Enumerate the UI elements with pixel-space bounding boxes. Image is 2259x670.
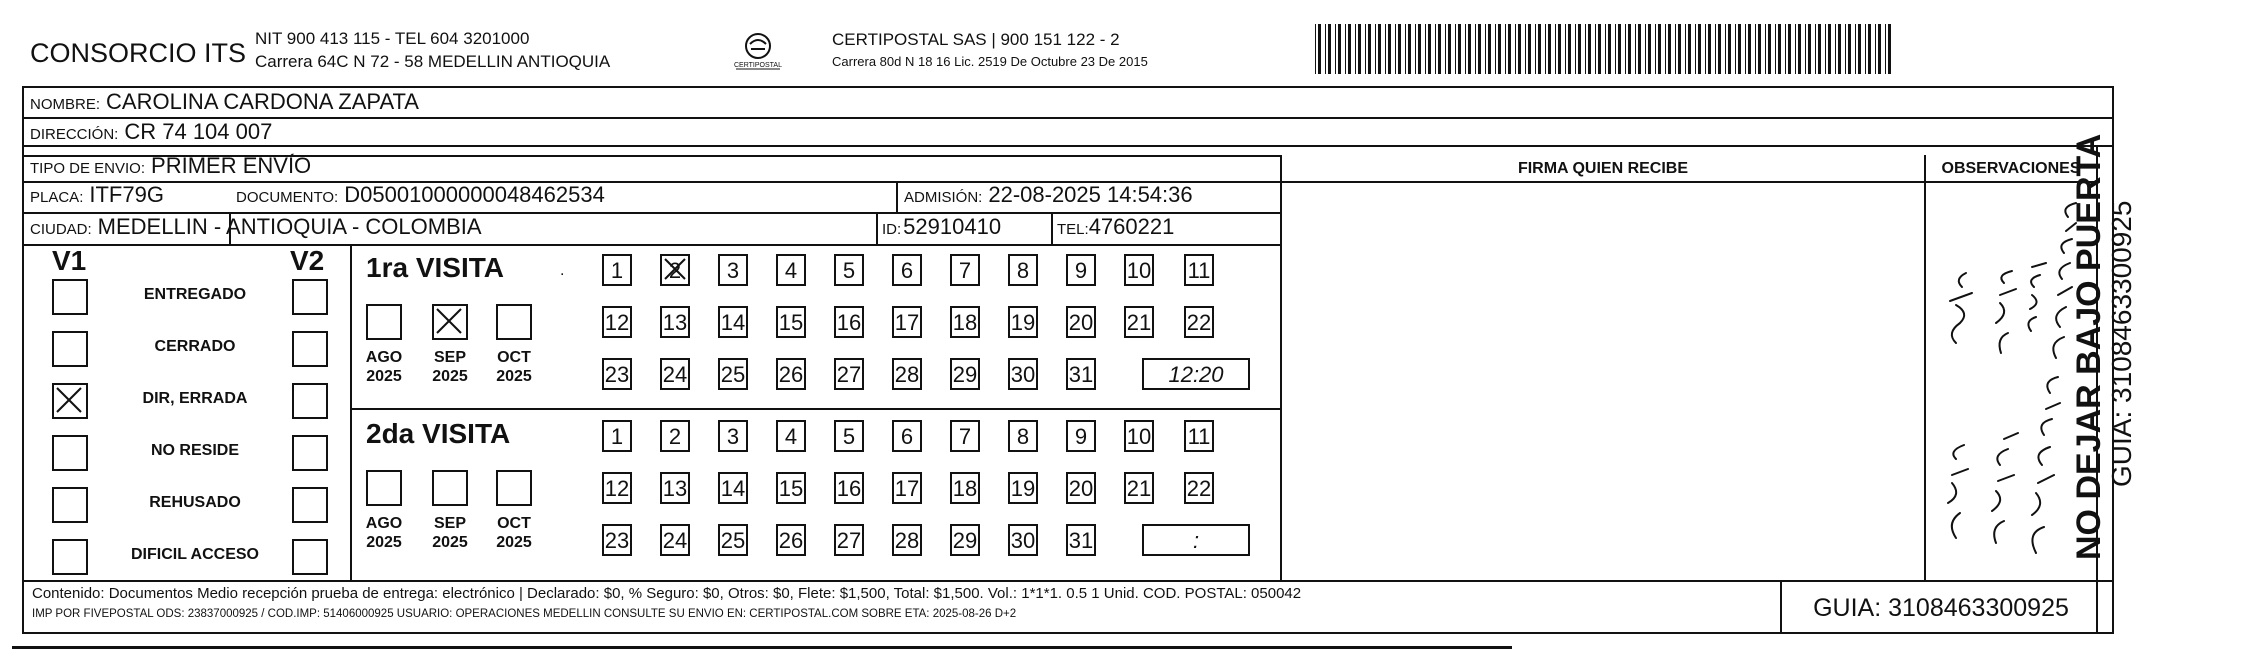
visit2-day-box[interactable]: 29 bbox=[950, 524, 980, 556]
barcode-bar bbox=[1528, 24, 1531, 74]
visit2-month-checkbox[interactable] bbox=[366, 470, 402, 506]
visit1-day-box[interactable]: 16 bbox=[834, 306, 864, 338]
barcode-bar bbox=[1415, 24, 1416, 74]
visit2-month-label bbox=[356, 514, 412, 552]
v2-label: V2 bbox=[290, 245, 325, 276]
placa-field bbox=[30, 182, 164, 208]
barcode-bar bbox=[1785, 24, 1786, 74]
barcode-bar bbox=[1475, 24, 1476, 74]
visit1-day-box[interactable]: 26 bbox=[776, 358, 806, 390]
barcode-bar bbox=[1518, 24, 1521, 74]
visit1-day-box[interactable]: 29 bbox=[950, 358, 980, 390]
visit1-title: 1ra VISITA bbox=[366, 252, 504, 283]
visit2-day-box[interactable]: 12 bbox=[602, 472, 632, 504]
visit2-month-label bbox=[486, 514, 542, 552]
barcode-bar bbox=[1568, 24, 1571, 74]
v2-checkbox[interactable] bbox=[292, 539, 328, 575]
barcode-bar bbox=[1485, 24, 1486, 74]
visit2-day-box[interactable]: 10 bbox=[1124, 420, 1154, 452]
visit2-day-box[interactable]: 14 bbox=[718, 472, 748, 504]
visit2-day-box[interactable]: 21 bbox=[1124, 472, 1154, 504]
ciudad-label: CIUDAD: bbox=[30, 221, 92, 238]
barcode-bar bbox=[1455, 24, 1456, 74]
barcode-bar bbox=[1325, 24, 1326, 74]
documento-value: D05001000000048462534 bbox=[344, 182, 605, 207]
visit2-title: 2da VISITA bbox=[366, 418, 511, 449]
barcode-bar bbox=[1668, 24, 1671, 74]
no-dejar-notice: NO DEJAR BAJO PUERTA bbox=[2070, 133, 2108, 560]
direccion-field bbox=[30, 119, 272, 145]
tipo-envio-value: PRIMER ENVÍO bbox=[151, 153, 312, 178]
barcode-bar bbox=[1708, 24, 1711, 74]
visit1-day-box[interactable]: 12 bbox=[602, 306, 632, 338]
barcode-bar bbox=[1805, 24, 1806, 74]
barcode-bar bbox=[1565, 24, 1566, 74]
barcode-bar bbox=[1628, 24, 1631, 74]
barcode-bar bbox=[1548, 24, 1551, 74]
barcode-bar bbox=[1878, 24, 1881, 74]
barcode-bar bbox=[1838, 24, 1841, 74]
visit1-day-box[interactable]: 17 bbox=[892, 306, 922, 338]
v1-checkbox[interactable] bbox=[52, 383, 88, 419]
visit2-day-box[interactable]: 3 bbox=[718, 420, 748, 452]
month-name: SEP bbox=[433, 349, 466, 366]
barcode-bar bbox=[1608, 24, 1611, 74]
barcode-bar bbox=[1495, 24, 1496, 74]
month-year: 2025 bbox=[366, 368, 402, 385]
barcode-bar bbox=[1405, 24, 1406, 74]
status-label: CERRADO bbox=[154, 338, 236, 355]
barcode-bar bbox=[1385, 24, 1386, 74]
footer-guia: GUIA: 3108463300925 bbox=[1813, 594, 2069, 622]
visit1-day-box[interactable]: 1 bbox=[602, 254, 632, 286]
barcode-bar bbox=[1695, 24, 1696, 74]
barcode-bar bbox=[1315, 24, 1316, 74]
barcode-bar bbox=[1345, 24, 1346, 74]
barcode-bar bbox=[1675, 24, 1676, 74]
ciudad-value: MEDELLIN - ANTIOQUIA - COLOMBIA bbox=[97, 214, 482, 239]
barcode-bar bbox=[1398, 24, 1401, 74]
barcode-bar bbox=[1545, 24, 1546, 74]
visit1-day-box[interactable]: 11 bbox=[1184, 254, 1214, 286]
placa-label: PLACA: bbox=[30, 189, 84, 206]
barcode-bar bbox=[1358, 24, 1361, 74]
barcode-bar bbox=[1828, 24, 1831, 74]
month-year: 2025 bbox=[432, 534, 468, 551]
barcode-bar bbox=[1448, 24, 1451, 74]
v2-checkbox[interactable] bbox=[292, 279, 328, 315]
visit1-month-label bbox=[422, 348, 478, 386]
barcode-bar bbox=[1648, 24, 1651, 74]
admision-field bbox=[904, 182, 1193, 208]
barcode-bar bbox=[1885, 24, 1886, 74]
visit1-dot: . bbox=[560, 262, 565, 279]
month-year: 2025 bbox=[496, 368, 532, 385]
barcode-bar bbox=[1705, 24, 1706, 74]
barcode-bar bbox=[1815, 24, 1816, 74]
barcode-bar bbox=[1585, 24, 1586, 74]
v1-checkbox[interactable] bbox=[52, 539, 88, 575]
status-label: ENTREGADO bbox=[143, 286, 247, 303]
barcode-bar bbox=[1615, 24, 1616, 74]
barcode-bar bbox=[1488, 24, 1491, 74]
barcode-bar bbox=[1655, 24, 1656, 74]
status-label: DIR, ERRADA bbox=[142, 390, 248, 407]
barcode-bar bbox=[1658, 24, 1661, 74]
visit2-day-box[interactable]: 2 bbox=[660, 420, 690, 452]
visit1-day-box[interactable]: 7 bbox=[950, 254, 980, 286]
barcode-bar bbox=[1635, 24, 1636, 74]
nit-line: NIT 900 413 115 - TEL 604 3201000 bbox=[255, 29, 530, 48]
logo-text: CERTIPOSTAL bbox=[734, 62, 782, 69]
barcode-bar bbox=[1465, 24, 1466, 74]
id-label: ID: bbox=[882, 221, 902, 238]
month-year: 2025 bbox=[432, 368, 468, 385]
visit1-day-box[interactable]: 31 bbox=[1066, 358, 1096, 390]
barcode-bar bbox=[1698, 24, 1701, 74]
status-label: DIFICIL ACCESO bbox=[130, 546, 259, 563]
visit2-day-box[interactable]: 24 bbox=[660, 524, 690, 556]
visit1-day-box[interactable]: 30 bbox=[1008, 358, 1038, 390]
barcode-bar bbox=[1618, 24, 1621, 74]
barcode-bar bbox=[1378, 24, 1381, 74]
visit2-day-box[interactable]: 11 bbox=[1184, 420, 1214, 452]
barcode-bar bbox=[1375, 24, 1376, 74]
barcode-bar bbox=[1795, 24, 1796, 74]
visit2-day-box[interactable]: 1 bbox=[602, 420, 632, 452]
barcode-bar bbox=[1888, 24, 1891, 74]
barcode-bar bbox=[1318, 24, 1321, 74]
visit2-day-box[interactable]: 4 bbox=[776, 420, 806, 452]
nombre-label: NOMBRE: bbox=[30, 96, 101, 113]
visit2-day-box[interactable]: 23 bbox=[602, 524, 632, 556]
barcode-bar bbox=[1595, 24, 1596, 74]
barcode-bar bbox=[1498, 24, 1501, 74]
barcode-bar bbox=[1505, 24, 1506, 74]
visit2-day-box[interactable]: 27 bbox=[834, 524, 864, 556]
tel-field bbox=[1057, 214, 1174, 240]
barcode-bar bbox=[1755, 24, 1756, 74]
barcode-bar bbox=[1638, 24, 1641, 74]
month-name: AGO bbox=[365, 349, 403, 366]
barcode-bar bbox=[1598, 24, 1601, 74]
visit1-month-checkbox[interactable] bbox=[496, 304, 532, 340]
signature-area[interactable] bbox=[1282, 183, 1924, 578]
firma-header: FIRMA QUIEN RECIBE bbox=[1517, 160, 1689, 177]
barcode-bar bbox=[1788, 24, 1791, 74]
v2-checkbox[interactable] bbox=[292, 487, 328, 523]
nombre-value: CAROLINA CARDONA ZAPATA bbox=[106, 89, 419, 114]
visit2-month-checkbox[interactable] bbox=[496, 470, 532, 506]
visit1-day-box[interactable]: 13 bbox=[660, 306, 690, 338]
status-label: NO RESIDE bbox=[150, 442, 239, 459]
barcode-bar bbox=[1678, 24, 1681, 74]
visit2-day-box[interactable]: 28 bbox=[892, 524, 922, 556]
tipo-envio-field bbox=[30, 153, 311, 179]
tel-value: 4760221 bbox=[1088, 214, 1175, 239]
visit2-day-box[interactable]: 7 bbox=[950, 420, 980, 452]
barcode-bar bbox=[1845, 24, 1846, 74]
barcode-bar bbox=[1868, 24, 1871, 74]
ciudad-field bbox=[30, 214, 482, 240]
barcode-bar bbox=[1605, 24, 1606, 74]
barcode-bar bbox=[1558, 24, 1561, 74]
barcode-bar bbox=[1468, 24, 1471, 74]
nombre-field bbox=[30, 89, 419, 115]
visit1-day-box[interactable]: 8 bbox=[1008, 254, 1038, 286]
visit2-day-box[interactable]: 13 bbox=[660, 472, 690, 504]
month-name: SEP bbox=[433, 515, 466, 532]
barcode-icon bbox=[1315, 24, 1895, 74]
barcode-bar bbox=[1728, 24, 1731, 74]
barcode-bar bbox=[1848, 24, 1851, 74]
tipo-envio-label: TIPO DE ENVIO: bbox=[30, 160, 146, 177]
barcode-bar bbox=[1715, 24, 1716, 74]
barcode-bar bbox=[1445, 24, 1446, 74]
visit2-day-box[interactable]: 8 bbox=[1008, 420, 1038, 452]
visit2-day-box[interactable]: 19 bbox=[1008, 472, 1038, 504]
barcode-bar bbox=[1395, 24, 1396, 74]
visit1-day-box[interactable]: 22 bbox=[1184, 306, 1214, 338]
visit2-day-box[interactable]: 6 bbox=[892, 420, 922, 452]
visit2-day-box[interactable]: 16 bbox=[834, 472, 864, 504]
barcode-bar bbox=[1588, 24, 1591, 74]
footer-imp: IMP POR FIVEPOSTAL ODS: 23837000925 / COD.IMP: 51406000925 USUARIO: OPERACIONES MEDELLIN CONSULTE SU ENVIO EN: CERTIPOSTAL.COM SOBRE ETA: 2025-08-26 D+2 bbox=[32, 608, 1017, 620]
barcode-bar bbox=[1365, 24, 1366, 74]
barcode-bar bbox=[1725, 24, 1726, 74]
visit1-day-box[interactable]: 24 bbox=[660, 358, 690, 390]
barcode-bar bbox=[1875, 24, 1876, 74]
v2-checkbox[interactable] bbox=[292, 331, 328, 367]
barcode-bar bbox=[1478, 24, 1481, 74]
placa-value: ITF79G bbox=[89, 182, 164, 207]
visit1-day-box[interactable]: 15 bbox=[776, 306, 806, 338]
visit2-day-box[interactable]: 15 bbox=[776, 472, 806, 504]
barcode-bar bbox=[1388, 24, 1391, 74]
observaciones-header: OBSERVACIONES bbox=[1941, 160, 2081, 177]
v1-checkbox[interactable] bbox=[52, 487, 88, 523]
barcode-bar bbox=[1458, 24, 1461, 74]
visit1-day-box[interactable]: 14 bbox=[718, 306, 748, 338]
barcode-bar bbox=[1368, 24, 1371, 74]
tel-label: TEL: bbox=[1057, 221, 1089, 238]
barcode-bar bbox=[1738, 24, 1741, 74]
visit1-time-box[interactable]: 12:20 bbox=[1142, 358, 1250, 390]
visit2-month-label bbox=[422, 514, 478, 552]
barcode-bar bbox=[1328, 24, 1331, 74]
barcode-bar bbox=[1348, 24, 1351, 74]
v2-checkbox[interactable] bbox=[292, 383, 328, 419]
visit1-day-box[interactable]: 28 bbox=[892, 358, 922, 390]
barcode-bar bbox=[1798, 24, 1801, 74]
barcode-bar bbox=[1525, 24, 1526, 74]
visit1-month-checkbox[interactable] bbox=[366, 304, 402, 340]
barcode-bar bbox=[1515, 24, 1516, 74]
month-year: 2025 bbox=[366, 534, 402, 551]
barcode-bar bbox=[1578, 24, 1581, 74]
direccion-label: DIRECCIÓN: bbox=[30, 126, 119, 143]
visit2-day-box[interactable]: 5 bbox=[834, 420, 864, 452]
barcode-bar bbox=[1855, 24, 1856, 74]
visit1-day-box[interactable]: 6 bbox=[892, 254, 922, 286]
barcode-bar bbox=[1625, 24, 1626, 74]
barcode-bar bbox=[1808, 24, 1811, 74]
barcode-bar bbox=[1538, 24, 1541, 74]
barcode-bar bbox=[1645, 24, 1646, 74]
barcode-bar bbox=[1435, 24, 1436, 74]
v2-checkbox[interactable] bbox=[292, 435, 328, 471]
side-guia: GUIA: 3108463300925 bbox=[2106, 200, 2137, 487]
visit2-day-box[interactable]: 9 bbox=[1066, 420, 1096, 452]
barcode-bar bbox=[1438, 24, 1441, 74]
barcode-bar bbox=[1765, 24, 1766, 74]
visit1-day-box[interactable]: 4 bbox=[776, 254, 806, 286]
v1-checkbox[interactable] bbox=[52, 331, 88, 367]
visit1-month-label bbox=[486, 348, 542, 386]
barcode-bar bbox=[1575, 24, 1576, 74]
barcode-bar bbox=[1778, 24, 1781, 74]
barcode-bar bbox=[1335, 24, 1336, 74]
barcode-bar bbox=[1835, 24, 1836, 74]
visit2-month-checkbox[interactable] bbox=[432, 470, 468, 506]
month-name: OCT bbox=[497, 349, 531, 366]
barcode-bar bbox=[1818, 24, 1821, 74]
barcode-bar bbox=[1768, 24, 1771, 74]
certipostal-logo bbox=[728, 26, 788, 82]
barcode-bar bbox=[1775, 24, 1776, 74]
barcode-bar bbox=[1338, 24, 1341, 74]
v1-checkbox[interactable] bbox=[52, 435, 88, 471]
barcode-bar bbox=[1555, 24, 1556, 74]
visit1-day-box[interactable]: 19 bbox=[1008, 306, 1038, 338]
visit1-day-box[interactable]: 9 bbox=[1066, 254, 1096, 286]
certipostal-name: CERTIPOSTAL SAS | 900 151 122 - 2 bbox=[832, 30, 1120, 49]
visit2-day-box[interactable]: 31 bbox=[1066, 524, 1096, 556]
visit2-time-box[interactable]: : bbox=[1142, 524, 1250, 556]
visit1-day-box[interactable]: 5 bbox=[834, 254, 864, 286]
barcode-bar bbox=[1688, 24, 1691, 74]
visit1-day-box[interactable]: 18 bbox=[950, 306, 980, 338]
visit1-day-box[interactable]: 27 bbox=[834, 358, 864, 390]
month-year: 2025 bbox=[496, 534, 532, 551]
barcode-bar bbox=[1865, 24, 1866, 74]
visit1-day-box[interactable]: 3 bbox=[718, 254, 748, 286]
visit2-day-box[interactable]: 20 bbox=[1066, 472, 1096, 504]
visit1-month-checkbox[interactable] bbox=[432, 304, 468, 340]
direccion-value: CR 74 104 007 bbox=[124, 119, 273, 144]
visit2-day-box[interactable]: 26 bbox=[776, 524, 806, 556]
visit1-day-box[interactable]: 20 bbox=[1066, 306, 1096, 338]
barcode-bar bbox=[1425, 24, 1426, 74]
month-name: OCT bbox=[497, 515, 531, 532]
documento-field bbox=[236, 182, 605, 208]
visit1-day-box[interactable]: 23 bbox=[602, 358, 632, 390]
status-label: REHUSADO bbox=[149, 494, 241, 511]
barcode-bar bbox=[1718, 24, 1721, 74]
barcode-bar bbox=[1825, 24, 1826, 74]
barcode-bar bbox=[1408, 24, 1411, 74]
barcode-bar bbox=[1745, 24, 1746, 74]
visit1-day-box[interactable]: 25 bbox=[718, 358, 748, 390]
company-address: Carrera 64C N 72 - 58 MEDELLIN ANTIOQUIA bbox=[255, 52, 611, 71]
footer-contents: Contenido: Documentos Medio recepción prueba de entrega: electrónico | Declarado: $0, % Seguro: $0, Otros: $0, Flete: $1,500, Total: $1,500. Vol.: 1*1*1. 0.5 1 Unid. COD. POSTAL: 050042 bbox=[32, 585, 1302, 602]
bottom-rule bbox=[12, 646, 1512, 649]
id-field bbox=[882, 214, 1001, 240]
id-value: 52910410 bbox=[903, 214, 1002, 239]
admision-value: 22-08-2025 14:54:36 bbox=[988, 182, 1193, 207]
barcode-bar bbox=[1735, 24, 1736, 74]
barcode-bar bbox=[1665, 24, 1666, 74]
barcode-bar bbox=[1758, 24, 1761, 74]
visit1-day-box[interactable]: 21 bbox=[1124, 306, 1154, 338]
barcode-bar bbox=[1355, 24, 1356, 74]
barcode-bar bbox=[1418, 24, 1421, 74]
visit2-day-box[interactable]: 22 bbox=[1184, 472, 1214, 504]
v1-label: V1 bbox=[52, 245, 87, 276]
barcode-bar bbox=[1858, 24, 1861, 74]
barcode-bar bbox=[1685, 24, 1686, 74]
company-name: CONSORCIO ITS bbox=[30, 38, 247, 68]
visit2-day-box[interactable]: 17 bbox=[892, 472, 922, 504]
admision-label: ADMISIÓN: bbox=[904, 189, 983, 206]
certipostal-address: Carrera 80d N 18 16 Lic. 2519 De Octubre 23 De 2015 bbox=[832, 54, 1148, 69]
v1-checkbox[interactable] bbox=[52, 279, 88, 315]
documento-label: DOCUMENTO: bbox=[236, 189, 339, 206]
barcode-bar bbox=[1508, 24, 1511, 74]
visit2-day-box[interactable]: 30 bbox=[1008, 524, 1038, 556]
visit2-day-box[interactable]: 25 bbox=[718, 524, 748, 556]
barcode-bar bbox=[1428, 24, 1431, 74]
visit1-month-label bbox=[356, 348, 412, 386]
barcode-bar bbox=[1748, 24, 1751, 74]
barcode-bar bbox=[1535, 24, 1536, 74]
visit1-day-box[interactable]: 10 bbox=[1124, 254, 1154, 286]
visit2-day-box[interactable]: 18 bbox=[950, 472, 980, 504]
visit1-day-box[interactable]: 2 bbox=[660, 254, 690, 286]
month-name: AGO bbox=[365, 515, 403, 532]
